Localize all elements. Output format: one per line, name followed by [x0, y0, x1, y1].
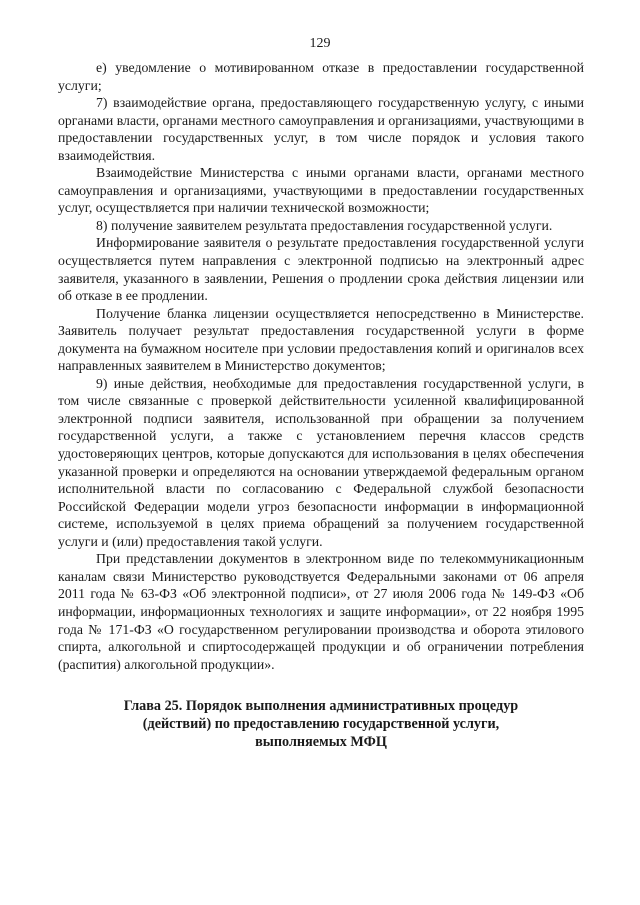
- chapter-heading-line-1: Глава 25. Порядок выполнения административных процедур: [123, 698, 519, 715]
- paragraph-informing: Информирование заявителя о результате предоставления государственной услуги осуществляется путем направления с электронной подписью на электронный адрес заявителя, указанного в заявлении, Решения о продлении срока действия лицензии или об отказе в ее продлении.: [58, 235, 584, 304]
- paragraph-license-form: Получение бланка лицензии осуществляется непосредственно в Министерстве. Заявитель получает результат предоставления государственной услуги в форме документа на бумажном носителе при условии предоставления копий и оригиналов всех направленных заявителем в Министерство документов;: [58, 305, 584, 374]
- paragraph-8-receipt: 8) получение заявителем результата предоставления государственной услуги.: [96, 217, 553, 233]
- document-page: [58, 34, 584, 751]
- paragraph-e-notification: е) уведомление о мотивированном отказе в предоставлении государственной услуги;: [58, 60, 584, 93]
- page-number: 129: [309, 36, 331, 51]
- chapter-heading-line-3: выполняемых МФЦ: [255, 734, 387, 751]
- paragraph-electronic-documents: При представлении документов в электронном виде по телекоммуникационным каналам связи Министерство руководствуется Федеральными законами от 06 апреля 2011 года № 63-ФЗ «Об электронной подписи», от 27 июля 2006 года № 149-ФЗ «Об информации, информационных технологиях и защите информации», от 22 ноября 1995 года № 171-ФЗ «О государственном регулировании производства и оборота этилового спирта, алкогольной и спиртосодержащей продукции и об ограничении потребления (распития) алкогольной продукции».: [58, 551, 584, 672]
- paragraph-ministry-interaction: Взаимодействие Министерства с иными органами власти, органами местного самоуправления и организациями, участвующими в предоставлении государственных услуг, осуществляется при наличии технической возможности;: [58, 165, 584, 216]
- paragraph-9-other-actions: 9) иные действия, необходимые для предоставления государственной услуги, в том числе связанные с проверкой действительности усиленной квалифицированной электронной подписи заявителя, использованной при обращении за получением государственной услуги, а также с установлением перечня классов средств удостоверяющих центров, которые допускаются для использования в целях обеспечения указанной проверки и определяются на основании утверждаемой федеральным органом исполнительной власти по согласованию с Федеральной службой безопасности Российской Федерации модели угроз безопасности информации в информационной системе, используемой в целях приема обращений за получением государственной услуги и (или) предоставления такой услуги.: [58, 375, 584, 549]
- paragraph-7-interaction: 7) взаимодействие органа, предоставляющего государственную услугу, с иными органами власти, органами местного самоуправления и организациями, участвующими в предоставлении государственных услуг, в том числе порядок и условия такого взаимодействия.: [58, 95, 584, 163]
- chapter-heading-line-2: (действий) по предоставлению государственной услуги,: [142, 716, 500, 733]
- chapter-heading: [58, 697, 584, 751]
- document-body: [58, 59, 584, 673]
